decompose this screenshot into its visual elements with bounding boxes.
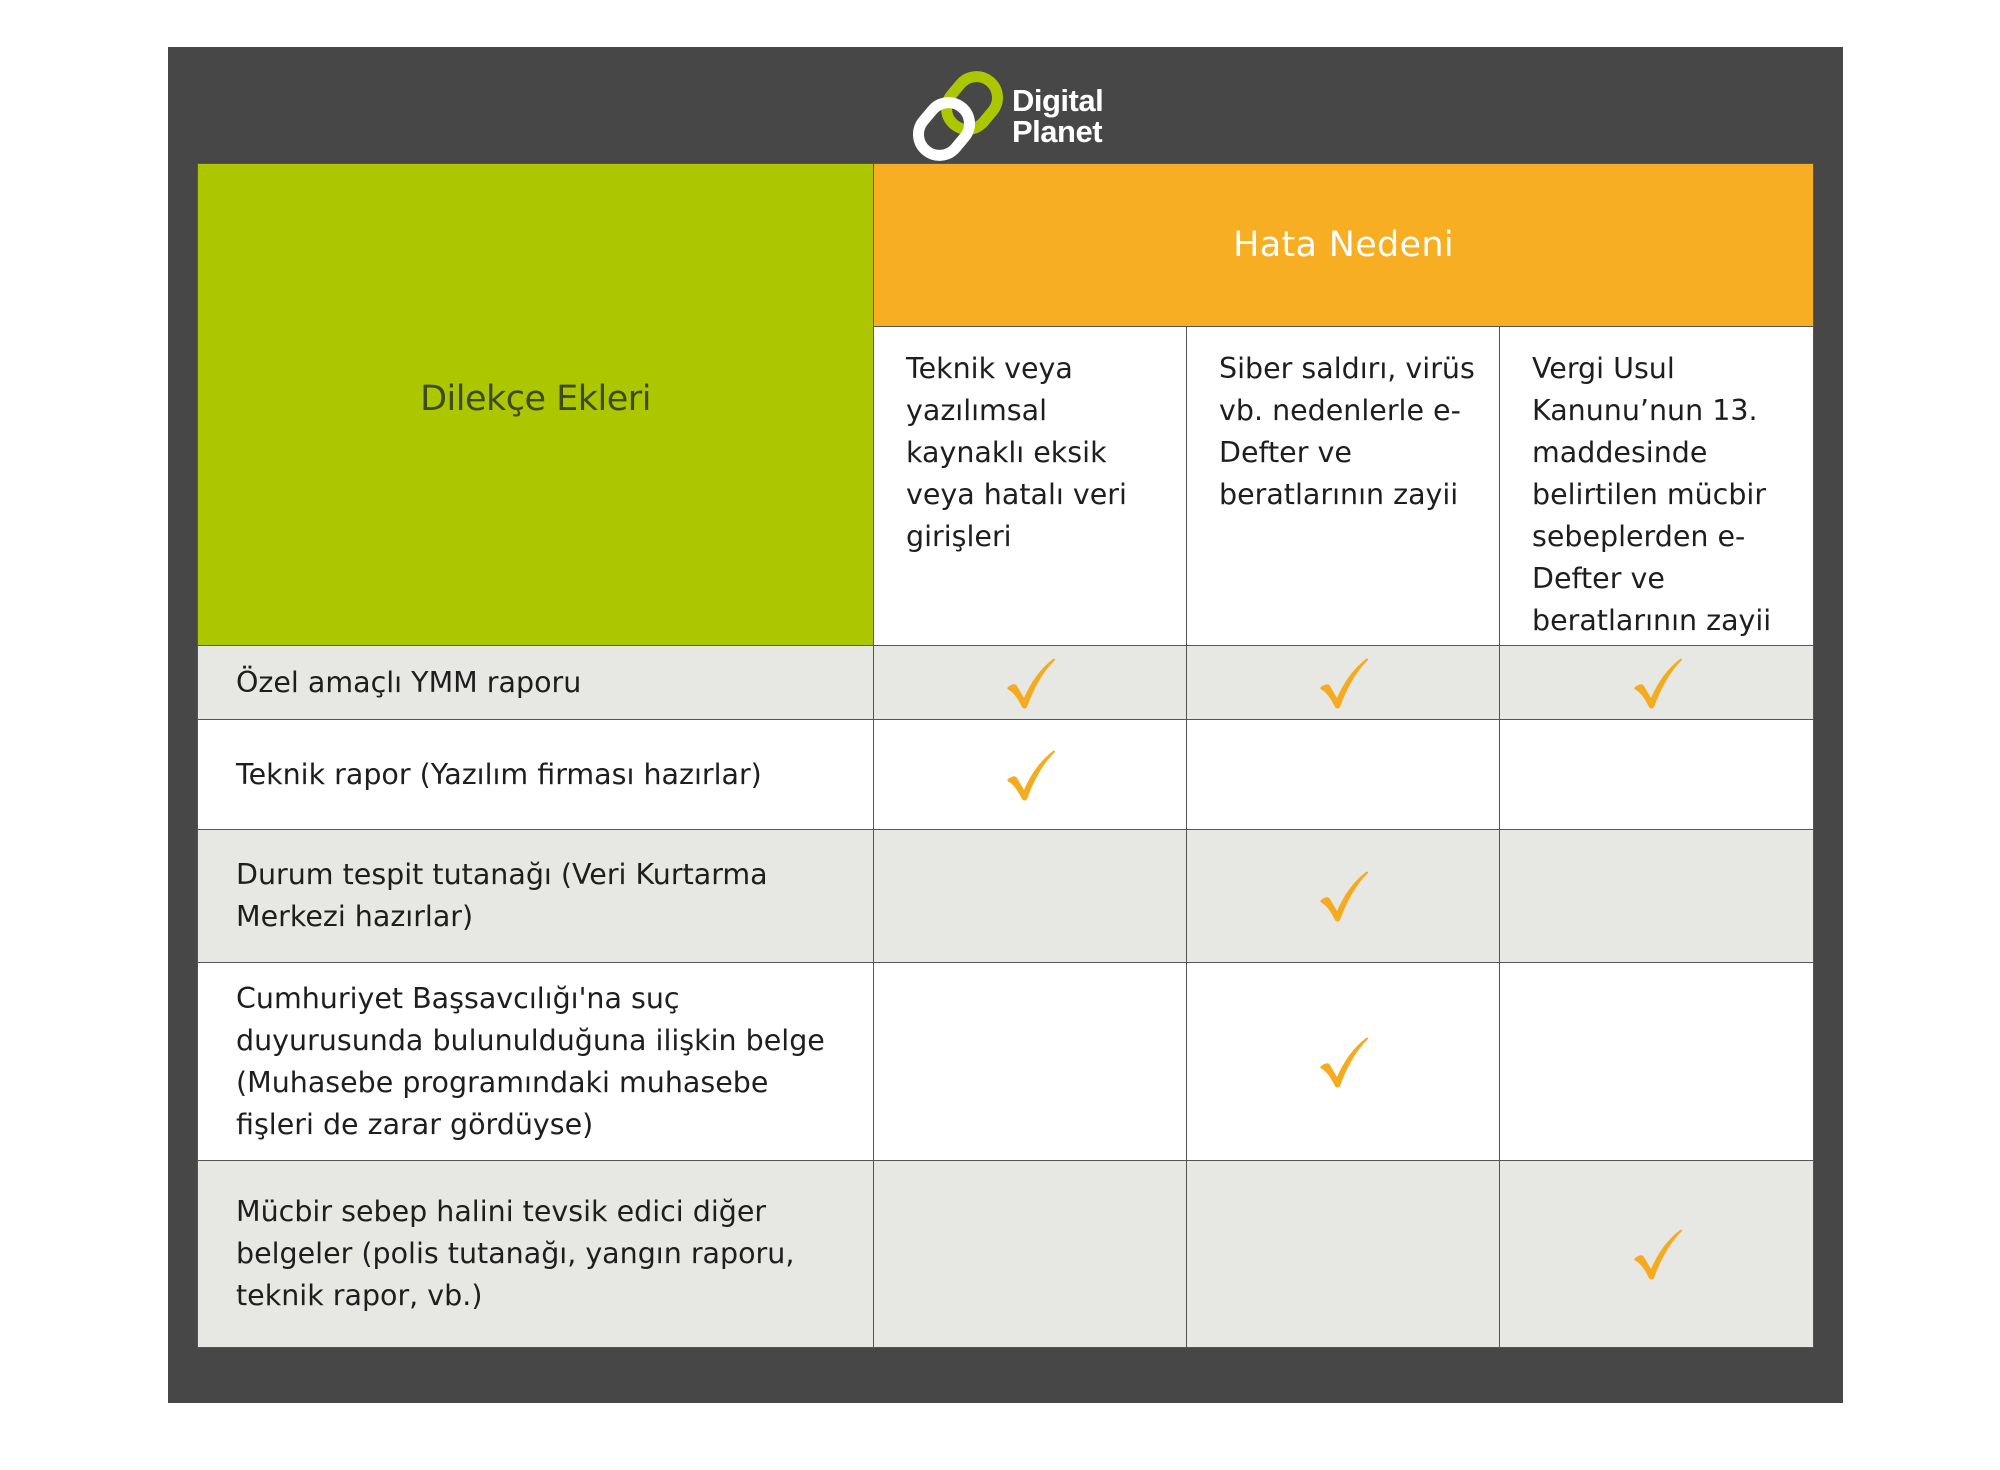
check-cell <box>1500 830 1814 963</box>
table-row <box>198 963 1814 1161</box>
row-label: Cumhuriyet Başsavcılığı'na suç duyurusunda bulunulduğuna ilişkin belge (Muhasebe programındaki muhasebe fişleri de zarar gördüyse) <box>198 963 874 1161</box>
brand-name-line1: Digital <box>1012 83 1104 118</box>
checkmark-icon <box>1630 1227 1684 1281</box>
group-header: Hata Nedeni <box>874 164 1814 327</box>
document-frame <box>168 47 1843 1403</box>
column-header-force-majeure: Vergi Usul Kanunu’nun 13. maddesinde belirtilen mücbir sebeplerden e-Defter ve beratlarının zayii <box>1500 327 1814 646</box>
table-row <box>198 1161 1814 1348</box>
check-cell <box>1187 1161 1500 1348</box>
checkmark-icon <box>1316 869 1370 923</box>
table-row <box>198 720 1814 830</box>
checkmark-icon <box>1316 1035 1370 1089</box>
chain-link-logo-icon <box>910 71 1006 161</box>
row-label: Özel amaçlı YMM raporu <box>198 646 874 720</box>
checkmark-icon <box>1003 656 1057 710</box>
column-header-cyber: Siber saldırı, virüs vb. nedenlerle e-Defter ve beratlarının zayii <box>1187 327 1500 646</box>
check-cell <box>1187 720 1500 830</box>
check-cell <box>1500 646 1814 720</box>
requirements-table <box>197 163 1814 1348</box>
brand-name-line2: Planet <box>1012 114 1103 149</box>
check-cell <box>1500 720 1814 830</box>
checkmark-icon <box>1316 656 1370 710</box>
check-cell <box>1500 963 1814 1161</box>
check-cell <box>874 963 1187 1161</box>
checkmark-icon <box>1003 748 1057 802</box>
check-cell <box>1187 963 1500 1161</box>
brand-logo <box>910 71 1103 161</box>
check-cell <box>1187 830 1500 963</box>
check-cell <box>874 1161 1187 1348</box>
check-cell <box>1187 646 1500 720</box>
brand-name <box>1012 85 1103 147</box>
check-cell <box>874 720 1187 830</box>
check-cell <box>874 646 1187 720</box>
corner-header: Dilekçe Ekleri <box>198 164 874 646</box>
row-label: Teknik rapor (Yazılım firması hazırlar) <box>198 720 874 830</box>
table-header-row <box>198 164 1814 327</box>
table-row <box>198 646 1814 720</box>
row-label: Durum tespit tutanağı (Veri Kurtarma Merkezi hazırlar) <box>198 830 874 963</box>
checkmark-icon <box>1630 656 1684 710</box>
row-label: Mücbir sebep halini tevsik edici diğer belgeler (polis tutanağı, yangın raporu, teknik rapor, vb.) <box>198 1161 874 1348</box>
column-header-technical: Teknik veya yazılımsal kaynaklı eksik veya hatalı veri girişleri <box>874 327 1187 646</box>
check-cell <box>1500 1161 1814 1348</box>
check-cell <box>874 830 1187 963</box>
table-row <box>198 830 1814 963</box>
